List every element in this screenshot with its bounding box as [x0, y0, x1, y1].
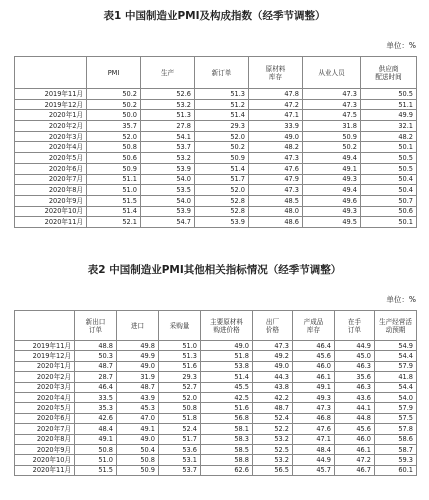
row-month-cell: 2020年11月 — [15, 217, 87, 228]
value-cell: 51.8 — [159, 413, 201, 423]
value-cell: 47.1 — [293, 434, 335, 444]
value-cell: 53.2 — [141, 153, 195, 164]
row-month-cell: 2020年5月 — [15, 403, 75, 413]
value-cell: 51.0 — [159, 341, 201, 351]
value-cell: 49.9 — [361, 110, 417, 121]
value-cell: 50.9 — [303, 131, 361, 142]
value-cell: 49.6 — [303, 195, 361, 206]
value-cell: 52.4 — [253, 413, 293, 423]
row-month-cell: 2020年4月 — [15, 392, 75, 402]
value-cell: 49.1 — [303, 163, 361, 174]
value-cell: 50.4 — [117, 444, 159, 454]
value-cell: 48.7 — [117, 382, 159, 392]
header-cell: 生产 — [141, 57, 195, 89]
value-cell: 52.5 — [253, 444, 293, 454]
table-row — [15, 99, 417, 110]
row-month-cell: 2020年7月 — [15, 174, 87, 185]
table-row — [15, 174, 417, 185]
value-cell: 48.2 — [249, 142, 303, 153]
value-cell: 50.8 — [75, 444, 117, 454]
value-cell: 50.3 — [75, 351, 117, 361]
table2-title: 表2 中国制造业PMI其他相关指标情况（经季节调整） — [87, 264, 342, 276]
row-month-cell: 2020年10月 — [15, 206, 87, 217]
value-cell: 58.6 — [375, 434, 417, 444]
value-cell: 52.2 — [253, 424, 293, 434]
value-cell: 47.0 — [117, 413, 159, 423]
value-cell: 44.3 — [253, 372, 293, 382]
value-cell: 51.3 — [159, 351, 201, 361]
header-cell: PMI — [87, 57, 141, 89]
value-cell: 49.0 — [117, 434, 159, 444]
row-month-cell: 2020年8月 — [15, 185, 87, 196]
row-month-cell: 2020年4月 — [15, 142, 87, 153]
row-month-cell: 2019年12月 — [15, 351, 75, 361]
value-cell: 53.9 — [195, 217, 249, 228]
value-cell: 43.6 — [335, 392, 375, 402]
value-cell: 54.4 — [375, 382, 417, 392]
value-cell: 50.4 — [361, 185, 417, 196]
value-cell: 50.8 — [117, 455, 159, 465]
value-cell: 50.5 — [361, 163, 417, 174]
value-cell: 52.1 — [87, 217, 141, 228]
value-cell: 45.0 — [335, 351, 375, 361]
value-cell: 54.7 — [141, 217, 195, 228]
header-cell: 主要原材料 购进价格 — [201, 311, 253, 341]
row-month-cell: 2020年7月 — [15, 424, 75, 434]
value-cell: 57.9 — [375, 361, 417, 371]
table-row — [15, 185, 417, 196]
value-cell: 54.4 — [375, 351, 417, 361]
value-cell: 49.3 — [303, 206, 361, 217]
value-cell: 47.2 — [335, 455, 375, 465]
row-month-cell: 2020年2月 — [15, 372, 75, 382]
value-cell: 49.0 — [201, 341, 253, 351]
value-cell: 49.1 — [117, 424, 159, 434]
table-row — [15, 142, 417, 153]
value-cell: 53.9 — [141, 163, 195, 174]
value-cell: 50.9 — [195, 153, 249, 164]
value-cell: 44.8 — [335, 413, 375, 423]
value-cell: 52.6 — [141, 89, 195, 100]
value-cell: 47.6 — [293, 424, 335, 434]
row-month-cell: 2020年9月 — [15, 444, 75, 454]
value-cell: 46.4 — [75, 382, 117, 392]
value-cell: 47.3 — [293, 403, 335, 413]
value-cell: 49.3 — [303, 174, 361, 185]
table-row — [15, 434, 417, 444]
value-cell: 52.8 — [195, 195, 249, 206]
row-month-cell: 2019年11月 — [15, 89, 87, 100]
header-cell: 原材料 库存 — [249, 57, 303, 89]
value-cell: 58.5 — [201, 444, 253, 454]
value-cell: 46.1 — [335, 444, 375, 454]
value-cell: 50.4 — [361, 174, 417, 185]
value-cell: 52.4 — [159, 424, 201, 434]
table-row — [15, 382, 417, 392]
value-cell: 45.3 — [117, 403, 159, 413]
value-cell: 44.9 — [293, 455, 335, 465]
value-cell: 35.7 — [87, 121, 141, 132]
value-cell: 47.9 — [249, 174, 303, 185]
value-cell: 47.8 — [249, 89, 303, 100]
header-cell: 采购量 — [159, 311, 201, 341]
value-cell: 54.0 — [375, 392, 417, 402]
table-row — [15, 444, 417, 454]
row-month-cell: 2020年3月 — [15, 382, 75, 392]
value-cell: 46.3 — [335, 382, 375, 392]
table-row — [15, 195, 417, 206]
value-cell: 51.3 — [141, 110, 195, 121]
value-cell: 53.2 — [141, 99, 195, 110]
value-cell: 45.5 — [201, 382, 253, 392]
value-cell: 46.8 — [293, 413, 335, 423]
value-cell: 35.6 — [335, 372, 375, 382]
value-cell: 58.1 — [201, 424, 253, 434]
header-cell: 生产经营活 动预期 — [375, 311, 417, 341]
header-cell: 产成品 库存 — [293, 311, 335, 341]
value-cell: 49.2 — [253, 351, 293, 361]
value-cell: 48.4 — [75, 424, 117, 434]
value-cell: 44.1 — [335, 403, 375, 413]
value-cell: 50.5 — [361, 153, 417, 164]
value-cell: 42.5 — [201, 392, 253, 402]
value-cell: 53.8 — [201, 361, 253, 371]
table-row — [15, 361, 417, 371]
row-month-cell: 2020年6月 — [15, 163, 87, 174]
value-cell: 48.7 — [75, 361, 117, 371]
value-cell: 53.1 — [159, 455, 201, 465]
value-cell: 35.3 — [75, 403, 117, 413]
value-cell: 44.9 — [335, 341, 375, 351]
table-row — [15, 89, 417, 100]
value-cell: 47.1 — [249, 110, 303, 121]
value-cell: 29.3 — [195, 121, 249, 132]
row-month-cell: 2020年2月 — [15, 121, 87, 132]
row-month-cell: 2020年1月 — [15, 361, 75, 371]
value-cell: 46.7 — [335, 465, 375, 475]
value-cell: 51.3 — [195, 89, 249, 100]
row-month-cell: 2020年9月 — [15, 195, 87, 206]
value-cell: 53.7 — [159, 465, 201, 475]
value-cell: 51.6 — [201, 403, 253, 413]
value-cell: 52.0 — [87, 131, 141, 142]
value-cell: 50.2 — [195, 142, 249, 153]
value-cell: 50.0 — [87, 110, 141, 121]
value-cell: 42.2 — [253, 392, 293, 402]
table1-title: 表1 中国制造业PMI及构成指数（经季节调整） — [103, 10, 326, 22]
value-cell: 31.8 — [303, 121, 361, 132]
value-cell: 51.5 — [75, 465, 117, 475]
table-row — [15, 392, 417, 402]
value-cell: 49.5 — [303, 217, 361, 228]
value-cell: 57.9 — [375, 403, 417, 413]
value-cell: 51.4 — [201, 372, 253, 382]
row-month-cell: 2020年11月 — [15, 465, 75, 475]
value-cell: 48.7 — [253, 403, 293, 413]
value-cell: 53.2 — [253, 434, 293, 444]
table-header-row — [15, 311, 417, 341]
table-row — [15, 110, 417, 121]
value-cell: 60.1 — [375, 465, 417, 475]
value-cell: 50.8 — [87, 142, 141, 153]
value-cell: 54.9 — [375, 341, 417, 351]
value-cell: 50.2 — [87, 89, 141, 100]
table-row — [15, 206, 417, 217]
value-cell: 50.6 — [87, 153, 141, 164]
value-cell: 49.8 — [117, 341, 159, 351]
value-cell: 58.8 — [201, 455, 253, 465]
header-cell: 出厂 价格 — [253, 311, 293, 341]
value-cell: 50.9 — [87, 163, 141, 174]
value-cell: 52.8 — [195, 206, 249, 217]
value-cell: 32.1 — [361, 121, 417, 132]
value-cell: 49.0 — [249, 131, 303, 142]
value-cell: 62.6 — [201, 465, 253, 475]
value-cell: 48.0 — [249, 206, 303, 217]
row-month-cell: 2020年6月 — [15, 413, 75, 423]
value-cell: 46.4 — [293, 341, 335, 351]
table-row — [15, 351, 417, 361]
value-cell: 50.6 — [361, 206, 417, 217]
value-cell: 53.9 — [141, 206, 195, 217]
value-cell: 49.0 — [253, 361, 293, 371]
table-row — [15, 424, 417, 434]
row-month-cell: 2020年1月 — [15, 110, 87, 121]
value-cell: 45.6 — [335, 424, 375, 434]
value-cell: 51.2 — [195, 99, 249, 110]
value-cell: 48.2 — [361, 131, 417, 142]
header-cell: 新订单 — [195, 57, 249, 89]
header-cell-month — [15, 311, 75, 341]
value-cell: 45.7 — [293, 465, 335, 475]
table-row — [15, 131, 417, 142]
pmi-other-indicators-table — [14, 310, 417, 476]
value-cell: 54.1 — [141, 131, 195, 142]
value-cell: 43.8 — [253, 382, 293, 392]
value-cell: 51.4 — [195, 110, 249, 121]
value-cell: 48.4 — [293, 444, 335, 454]
value-cell: 29.3 — [159, 372, 201, 382]
value-cell: 58.7 — [375, 444, 417, 454]
value-cell: 57.5 — [375, 413, 417, 423]
value-cell: 51.6 — [159, 361, 201, 371]
header-cell: 进口 — [117, 311, 159, 341]
value-cell: 52.0 — [159, 392, 201, 402]
value-cell: 50.2 — [87, 99, 141, 110]
value-cell: 33.5 — [75, 392, 117, 402]
value-cell: 50.2 — [303, 142, 361, 153]
row-month-cell: 2019年12月 — [15, 99, 87, 110]
value-cell: 43.9 — [117, 392, 159, 402]
table-row — [15, 163, 417, 174]
value-cell: 48.5 — [249, 195, 303, 206]
value-cell: 50.5 — [361, 89, 417, 100]
value-cell: 51.4 — [195, 163, 249, 174]
table-row — [15, 121, 417, 132]
value-cell: 31.9 — [117, 372, 159, 382]
value-cell: 56.8 — [201, 413, 253, 423]
value-cell: 46.1 — [293, 372, 335, 382]
value-cell: 49.1 — [75, 434, 117, 444]
value-cell: 59.3 — [375, 455, 417, 465]
value-cell: 47.3 — [249, 153, 303, 164]
table-row — [15, 341, 417, 351]
value-cell: 27.8 — [141, 121, 195, 132]
value-cell: 45.6 — [293, 351, 335, 361]
value-cell: 28.7 — [75, 372, 117, 382]
table1-unit-label: 单位：% — [386, 41, 416, 50]
value-cell: 50.1 — [361, 217, 417, 228]
value-cell: 49.3 — [293, 392, 335, 402]
value-cell: 47.3 — [249, 185, 303, 196]
value-cell: 50.1 — [361, 142, 417, 153]
table-row — [15, 153, 417, 164]
value-cell: 47.5 — [303, 110, 361, 121]
value-cell: 51.1 — [87, 174, 141, 185]
value-cell: 52.0 — [195, 185, 249, 196]
value-cell: 50.9 — [117, 465, 159, 475]
value-cell: 47.3 — [303, 99, 361, 110]
header-cell: 供应商 配送时间 — [361, 57, 417, 89]
table-row — [15, 403, 417, 413]
value-cell: 46.0 — [293, 361, 335, 371]
value-cell: 47.2 — [249, 99, 303, 110]
table-row — [15, 217, 417, 228]
header-cell: 从业人员 — [303, 57, 361, 89]
value-cell: 53.2 — [253, 455, 293, 465]
value-cell: 56.5 — [253, 465, 293, 475]
value-cell: 52.0 — [195, 131, 249, 142]
value-cell: 58.3 — [201, 434, 253, 444]
value-cell: 50.8 — [159, 403, 201, 413]
value-cell: 48.6 — [249, 217, 303, 228]
value-cell: 47.3 — [253, 341, 293, 351]
value-cell: 42.6 — [75, 413, 117, 423]
table-row — [15, 372, 417, 382]
table2-unit-label: 单位：% — [386, 295, 416, 304]
value-cell: 53.6 — [159, 444, 201, 454]
value-cell: 53.7 — [141, 142, 195, 153]
table-row — [15, 465, 417, 475]
row-month-cell: 2020年5月 — [15, 153, 87, 164]
header-cell: 新出口 订单 — [75, 311, 117, 341]
value-cell: 51.5 — [87, 195, 141, 206]
table-header-row — [15, 57, 417, 89]
value-cell: 57.8 — [375, 424, 417, 434]
value-cell: 49.4 — [303, 185, 361, 196]
row-month-cell: 2019年11月 — [15, 341, 75, 351]
value-cell: 49.0 — [117, 361, 159, 371]
row-month-cell: 2020年3月 — [15, 131, 87, 142]
table-row — [15, 413, 417, 423]
value-cell: 49.1 — [293, 382, 335, 392]
value-cell: 48.8 — [75, 341, 117, 351]
value-cell: 54.0 — [141, 174, 195, 185]
header-cell: 在手 订单 — [335, 311, 375, 341]
value-cell: 33.9 — [249, 121, 303, 132]
value-cell: 54.0 — [141, 195, 195, 206]
value-cell: 46.3 — [335, 361, 375, 371]
row-month-cell: 2020年8月 — [15, 434, 75, 444]
value-cell: 51.4 — [87, 206, 141, 217]
header-cell-month — [15, 57, 87, 89]
value-cell: 47.6 — [249, 163, 303, 174]
pmi-composite-table — [14, 56, 417, 228]
value-cell: 49.4 — [303, 153, 361, 164]
value-cell: 53.5 — [141, 185, 195, 196]
value-cell: 49.9 — [117, 351, 159, 361]
value-cell: 51.7 — [159, 434, 201, 444]
value-cell: 46.0 — [335, 434, 375, 444]
value-cell: 52.7 — [159, 382, 201, 392]
value-cell: 51.7 — [195, 174, 249, 185]
row-month-cell: 2020年10月 — [15, 455, 75, 465]
value-cell: 50.7 — [361, 195, 417, 206]
value-cell: 51.0 — [75, 455, 117, 465]
value-cell: 41.8 — [375, 372, 417, 382]
value-cell: 51.1 — [361, 99, 417, 110]
value-cell: 51.0 — [87, 185, 141, 196]
value-cell: 47.3 — [303, 89, 361, 100]
value-cell: 51.8 — [201, 351, 253, 361]
table-row — [15, 455, 417, 465]
